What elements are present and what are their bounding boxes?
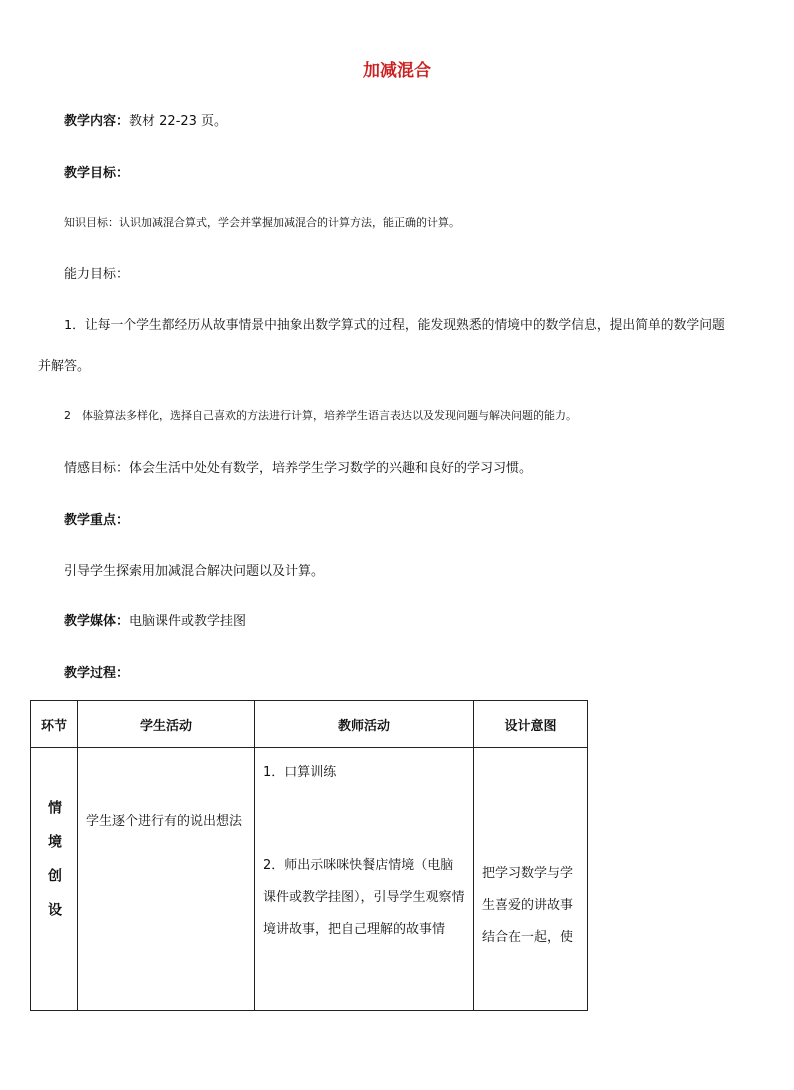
ability-goal-1-line-2: 并解答。	[38, 359, 91, 374]
stage-label: 情境创设	[46, 800, 62, 936]
media-line	[64, 610, 246, 629]
header-teacher-activity: 教师活动	[255, 701, 474, 748]
process-heading: 教学过程：	[64, 666, 130, 681]
teacher-step-2: 2．师出示咪咪快餐店情境（电脑课件或教学挂图），引导学生观察情境讲故事，把自己理解的故事情	[263, 858, 465, 937]
media-label: 教学媒体：	[64, 614, 130, 629]
document-title: 加减混合	[363, 61, 431, 81]
table-row	[31, 748, 588, 1011]
header-design-intent: 设计意图	[474, 701, 588, 748]
content-line	[64, 110, 227, 129]
ability-goal-2: 2 体验算法多样化，选择自己喜欢的方法进行计算，培养学生语言表达以及发现问题与解决问题的能力。	[64, 409, 577, 422]
emotion-goal: 情感目标：体会生活中处处有数学，培养学生学习数学的兴趣和良好的学习习惯。	[64, 461, 533, 476]
table-header-row	[31, 701, 588, 748]
goals-heading: 教学目标：	[64, 166, 130, 181]
stage-cell	[31, 748, 78, 1011]
student-activity-cell	[78, 748, 255, 1011]
content-label: 教学内容：	[64, 114, 130, 129]
ability-heading: 能力目标：	[64, 267, 130, 282]
teacher-activity-cell	[255, 748, 474, 1011]
knowledge-goal: 知识目标：认识加减混合算式，学会并掌握加减混合的计算方法，能正确的计算。	[64, 216, 460, 229]
content-text: 教材 22-23 页。	[129, 114, 228, 129]
header-student-activity: 学生活动	[78, 701, 255, 748]
key-text: 引导学生探索用加减混合解决问题以及计算。	[64, 564, 325, 579]
teacher-step-1: 1．口算训练	[263, 765, 337, 780]
media-text: 电脑课件或教学挂图	[129, 614, 247, 629]
key-heading: 教学重点：	[64, 513, 130, 528]
student-activity-text: 学生逐个进行有的说出想法	[86, 814, 243, 829]
lesson-table	[30, 700, 588, 1011]
design-intent-text: 把学习数学与学生喜爱的讲故事结合在一起，使	[482, 866, 574, 945]
ability-goal-1-line-1: 1．让每一个学生都经历从故事情景中抽象出数学算式的过程，能发现熟悉的情境中的数学信息，提出简单的数学问题	[64, 318, 725, 333]
design-intent-cell	[474, 748, 588, 1011]
header-stage: 环节	[31, 701, 78, 748]
